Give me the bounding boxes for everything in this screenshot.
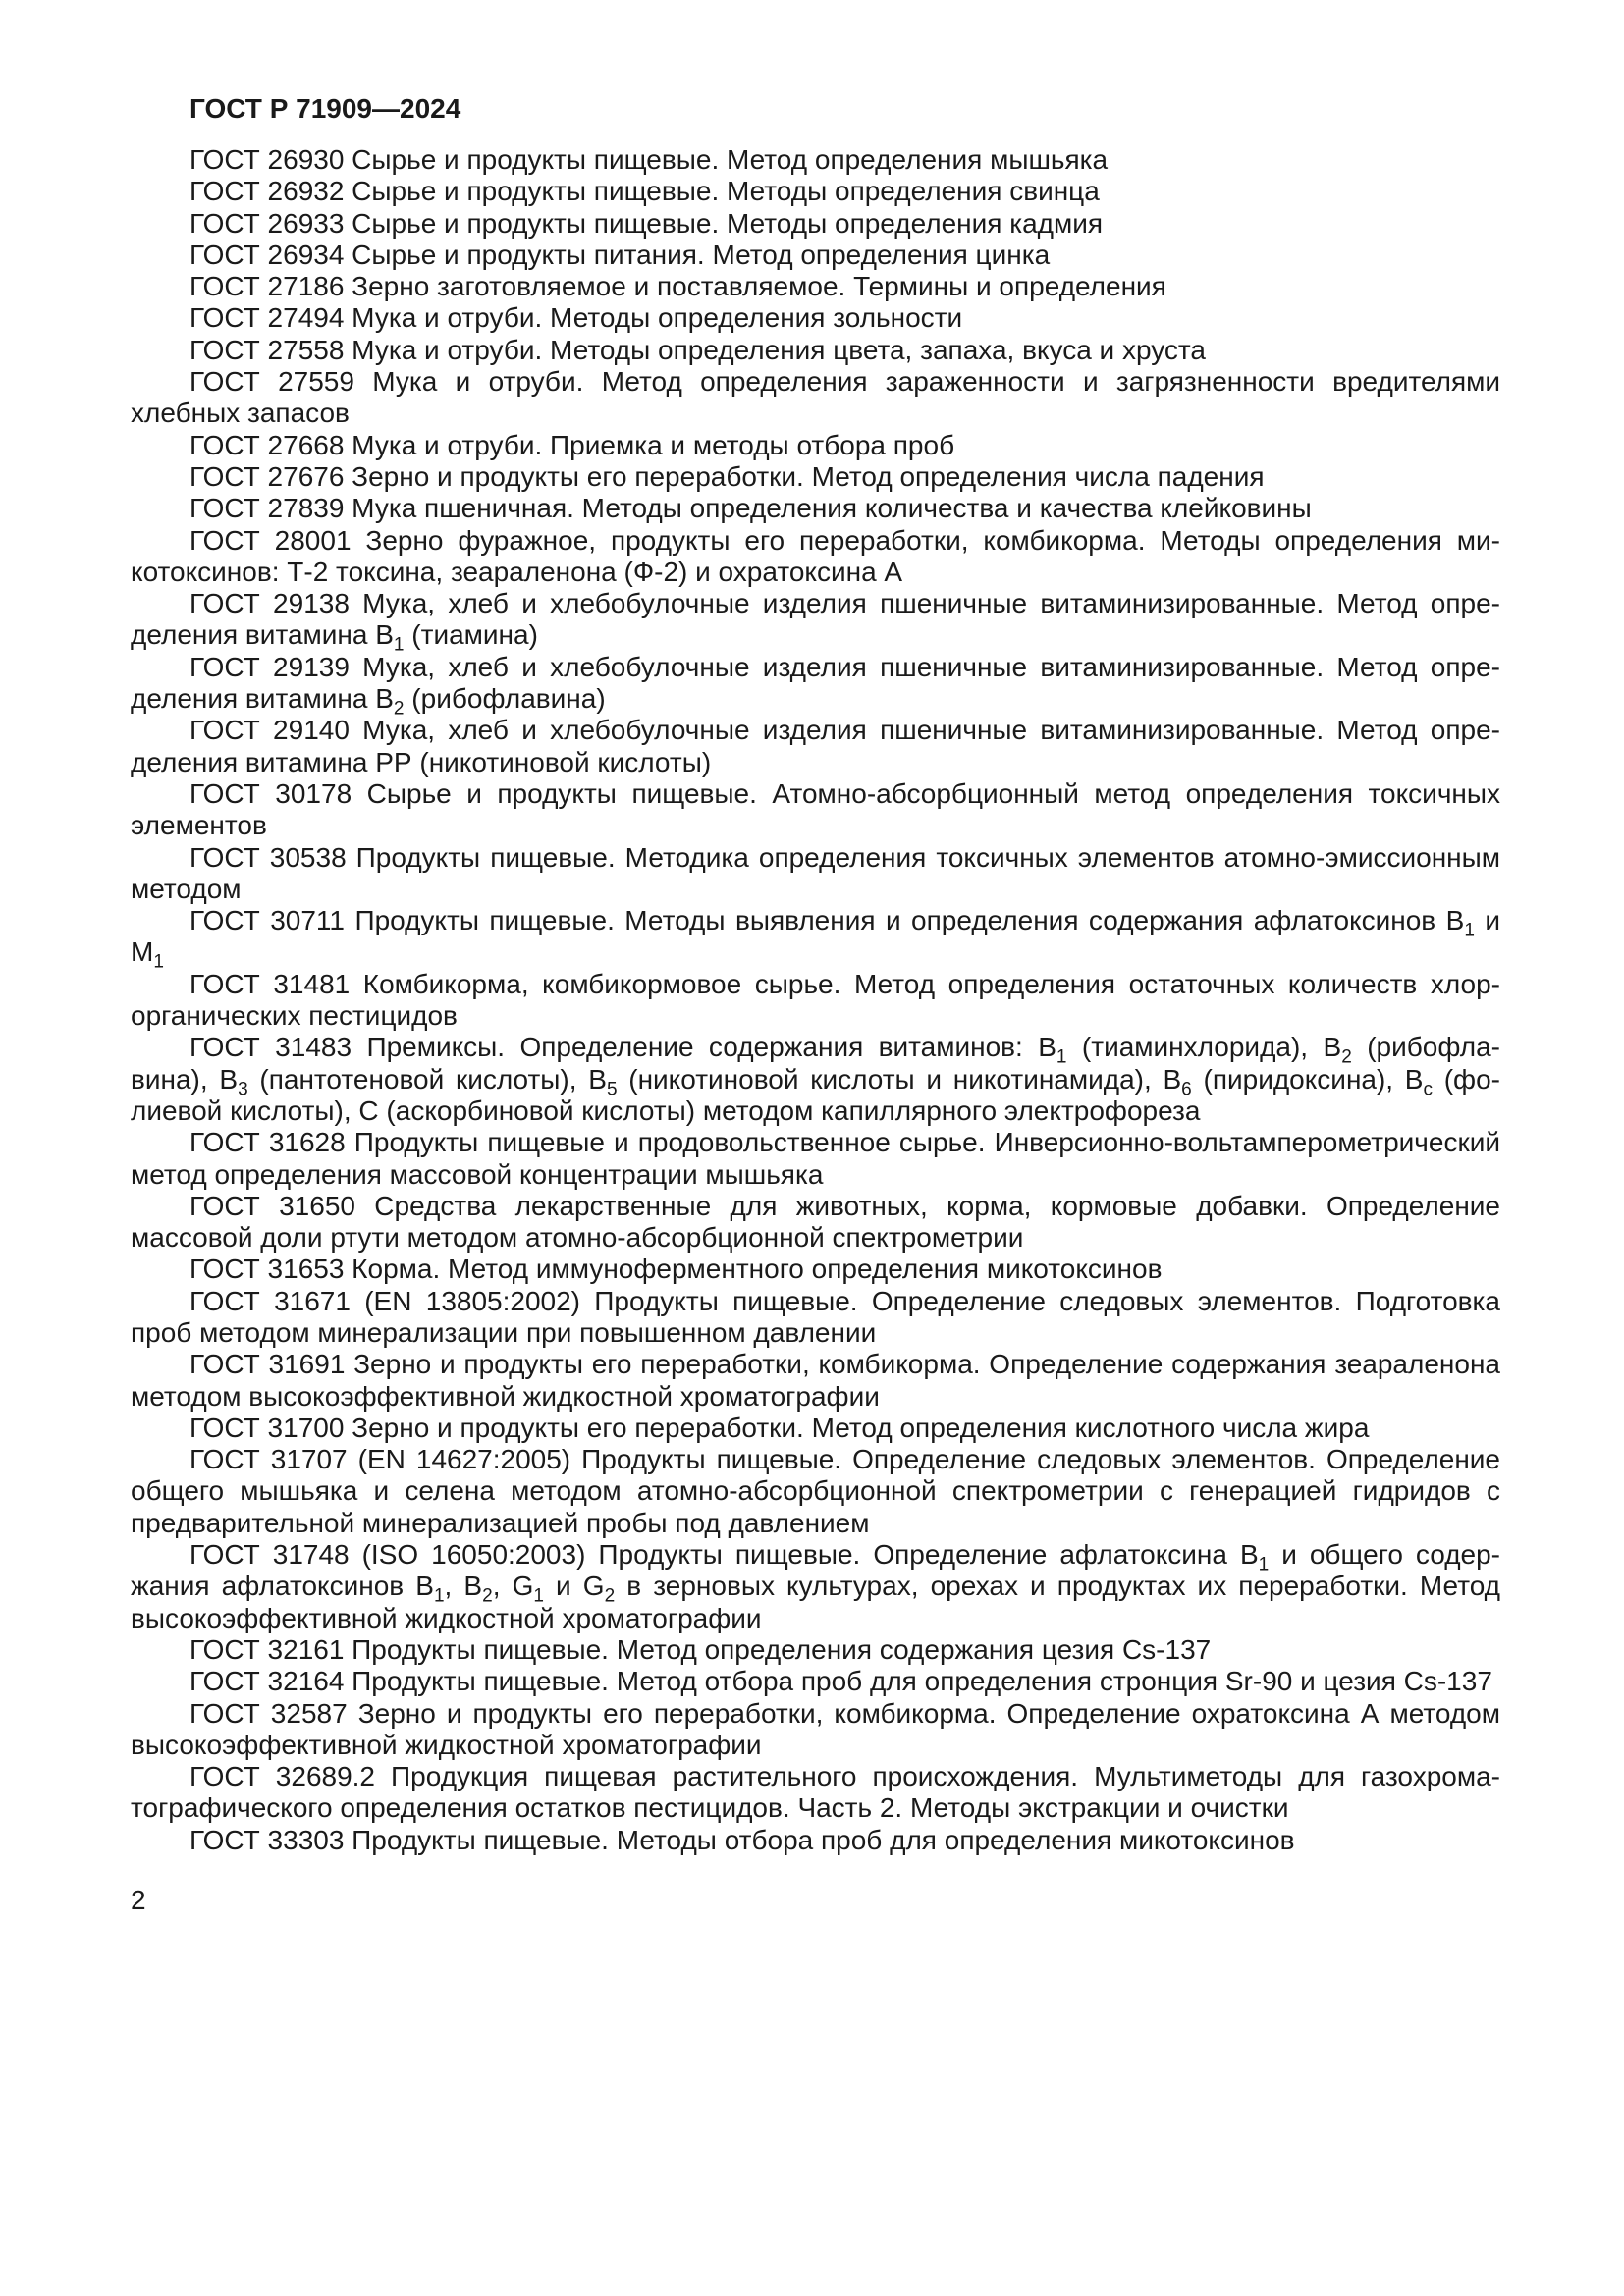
reference-paragraph: ГОСТ 30178 Сырье и продукты пищевые. Атомно-абсорбционный метод определения токсичных элементов bbox=[131, 777, 1500, 841]
reference-paragraph: ГОСТ 27558 Мука и отруби. Методы определения цвета, запаха, вкуса и хруста bbox=[189, 334, 1207, 365]
reference-paragraph: ГОСТ 33303 Продукты пищевые. Методы отбора проб для определения микотоксинов bbox=[189, 1824, 1295, 1855]
subscript: 6 bbox=[1181, 1079, 1192, 1100]
subscript: 1 bbox=[533, 1585, 544, 1607]
reference-paragraph: ГОСТ 32587 Зерно и продукты его переработки, комбикорма. Определение охратоксина А методом высокоэффективной жидкостной хроматографии bbox=[131, 1697, 1500, 1760]
subscript: 2 bbox=[393, 698, 405, 720]
subscript: 1 bbox=[433, 1585, 445, 1607]
reference-paragraph: ГОСТ 31691 Зерно и продукты его переработки, комбикорма. Определение содержания зеараленона методом высокоэффективной жидкостной хроматографии bbox=[131, 1349, 1500, 1412]
subscript: 3 bbox=[238, 1079, 248, 1100]
subscript: 1 bbox=[393, 635, 405, 657]
reference-paragraph: ГОСТ 29140 Мука, хлеб и хлебобулочные изделия пшеничные витаминизированные. Метод определения витамина РР (никотиновой кислоты) bbox=[131, 715, 1500, 777]
reference-paragraph: ГОСТ 31483 Премиксы. Определение содержания витаминов: $В_1$ (тиаминхлорида), $В_2$ (рибофлавина), $В_3$ (пантотеновой кислоты), $В_5$ (никотиновой кислоты и никотинамида), $В_6$ (пиридоксина), $В_с$ (фолиевой кислоты), С (аскорбиновой кислоты) методом капиллярного электрофореза bbox=[131, 1032, 1500, 1126]
reference-paragraph: ГОСТ 31650 Средства лекарственные для животных, корма, кормовые добавки. Определение массовой доли ртути методом атомно-абсорбционной спектрометрии bbox=[131, 1190, 1500, 1254]
reference-paragraph: ГОСТ 26930 Сырье и продукты пищевые. Метод определения мышьяка bbox=[189, 144, 1109, 175]
reference-paragraph: ГОСТ 29138 Мука, хлеб и хлебобулочные изделия пшеничные витаминизированные. Метод определения витамина $В_1$ (тиамина) bbox=[131, 588, 1500, 657]
subscript: 2 bbox=[482, 1585, 493, 1607]
reference-paragraph: ГОСТ 31481 Комбикорма, комбикормовое сырье. Метод определения остаточных количеств хлорорганических пестицидов bbox=[131, 968, 1500, 1032]
reference-paragraph: ГОСТ 26934 Сырье и продукты питания. Метод определения цинка bbox=[189, 239, 1051, 270]
reference-paragraph: ГОСТ 27186 Зерно заготовляемое и поставляемое. Термины и определения bbox=[189, 271, 1166, 302]
page-number: 2 bbox=[131, 1885, 146, 1915]
reference-paragraph: ГОСТ 32161 Продукты пищевые. Метод определения содержания цезия Cs-137 bbox=[189, 1633, 1212, 1665]
reference-paragraph: ГОСТ 28001 Зерно фуражное, продукты его переработки, комбикорма. Методы определения микотоксинов: Т-2 токсина, зеараленона (Ф-2) и охратоксина А bbox=[131, 524, 1500, 587]
reference-paragraph: ГОСТ 32164 Продукты пищевые. Метод отбора проб для определения стронция Sr-90 и цезия Cs-137 bbox=[189, 1666, 1492, 1697]
subscript: 1 bbox=[1464, 920, 1475, 941]
reference-paragraph: ГОСТ 27839 Мука пшеничная. Методы определения количества и качества клейковины bbox=[189, 493, 1312, 524]
reference-paragraph: ГОСТ 27668 Мука и отруби. Приемка и методы отбора проб bbox=[189, 429, 955, 460]
subscript: 1 bbox=[1258, 1554, 1270, 1575]
reference-paragraph: ГОСТ 31628 Продукты пищевые и продовольственное сырье. Инверсионно-вольтамперометрический метод определения массовой концентрации мышьяка bbox=[131, 1127, 1500, 1190]
reference-paragraph: ГОСТ 30538 Продукты пищевые. Методика определения токсичных элементов атомно-эмиссионным методом bbox=[131, 841, 1500, 904]
reference-paragraph: ГОСТ 29139 Мука, хлеб и хлебобулочные изделия пшеничные витаминизированные. Метод определения витамина $В_2$ (рибофлавина) bbox=[131, 651, 1500, 720]
references-list bbox=[131, 144, 1500, 1856]
subscript: 2 bbox=[1341, 1046, 1352, 1068]
reference-paragraph: ГОСТ 32689.2 Продукция пищевая растительного происхождения. Мультиметоды для газохроматографического определения остатков пестицидов. Часть 2. Методы экстракции и очистки bbox=[131, 1761, 1500, 1824]
running-header: ГОСТ Р 71909—2024 bbox=[189, 93, 461, 124]
reference-paragraph: ГОСТ 31671 (EN 13805:2002) Продукты пищевые. Определение следовых элементов. Подготовка проб методом минерализации при повышенном давлении bbox=[131, 1285, 1500, 1348]
reference-paragraph: ГОСТ 31653 Корма. Метод иммуноферментного определения микотоксинов bbox=[189, 1254, 1163, 1285]
reference-paragraph: ГОСТ 26932 Сырье и продукты пищевые. Методы определения свинца bbox=[189, 176, 1100, 207]
subscript: 2 bbox=[604, 1585, 616, 1607]
reference-paragraph: ГОСТ 27494 Мука и отруби. Методы определения зольности bbox=[189, 302, 963, 334]
reference-paragraph: ГОСТ 31748 (ISO 16050:2003) Продукты пищевые. Определение афлатоксина $В_1$ и общего содержания афлатоксинов $В_1$, $В_2$, $G_1$ и $G_2$ в зерновых культурах, орехах и продуктах их переработки. Метод высокоэффективной жидкостной хроматографии bbox=[131, 1539, 1501, 1633]
subscript: 1 bbox=[153, 952, 164, 974]
subscript: 5 bbox=[606, 1079, 618, 1100]
subscript: с bbox=[1423, 1079, 1433, 1100]
reference-paragraph: ГОСТ 27676 Зерно и продукты его переработки. Метод определения числа падения bbox=[189, 460, 1265, 492]
reference-paragraph: ГОСТ 30711 Продукты пищевые. Методы выявления и определения содержания афлатоксинов $В_1$ и $М_1$ bbox=[131, 905, 1500, 974]
reference-paragraph: ГОСТ 31700 Зерно и продукты его переработки. Метод определения кислотного числа жира bbox=[189, 1412, 1370, 1443]
subscript: 1 bbox=[1056, 1046, 1067, 1068]
reference-paragraph: ГОСТ 27559 Мука и отруби. Метод определения зараженности и загрязненности вредителями хлебных запасов bbox=[131, 366, 1500, 429]
reference-paragraph: ГОСТ 26933 Сырье и продукты пищевые. Методы определения кадмия bbox=[189, 207, 1104, 239]
reference-paragraph: ГОСТ 31707 (EN 14627:2005) Продукты пищевые. Определение следовых элементов. Определение общего мышьяка и селена методом атомно-абсорбционной спектрометрии с генерацией гидридов с предварительной минерализацией пробы под давлением bbox=[131, 1444, 1500, 1538]
